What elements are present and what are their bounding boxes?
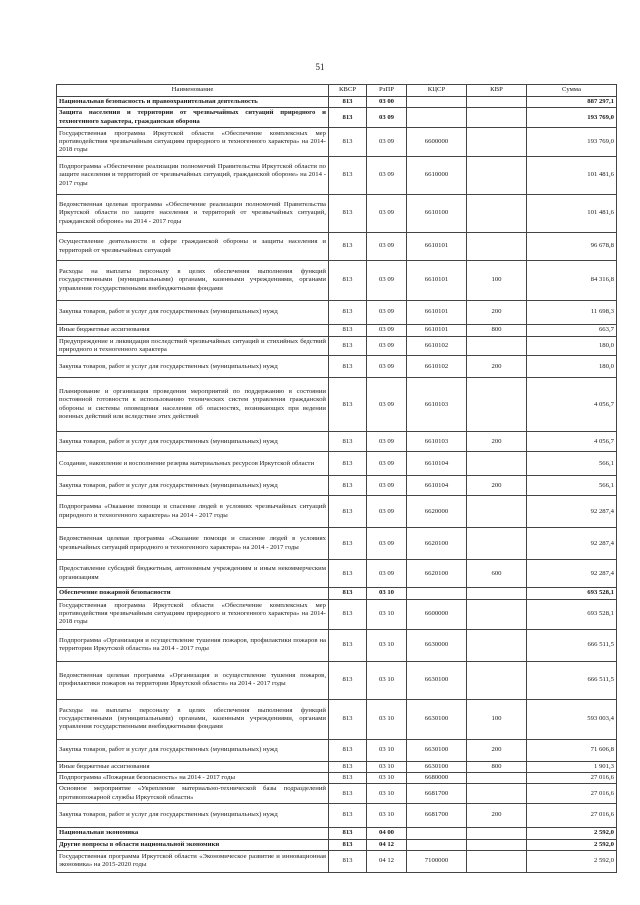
cell-name: Иные бюджетные ассигнования: [57, 325, 329, 336]
cell-kvr: [467, 839, 527, 850]
cell-kvr: [467, 528, 527, 560]
cell-sum: 2 592,0: [527, 850, 617, 872]
table-row: [57, 452, 617, 476]
cell-kvsr: 813: [329, 325, 367, 336]
page-number: 51: [315, 62, 325, 72]
cell-sum: 101 481,6: [527, 195, 617, 233]
cell-kcsr: 6610104: [407, 476, 467, 496]
cell-sum: 27 016,6: [527, 773, 617, 784]
cell-kcsr: [407, 828, 467, 839]
cell-rzpr: 03 09: [367, 336, 407, 356]
header-sum: Сумма: [527, 85, 617, 97]
cell-kcsr: 6620100: [407, 560, 467, 588]
cell-rzpr: 03 09: [367, 432, 407, 452]
cell-rzpr: 03 09: [367, 108, 407, 128]
cell-sum: 566,1: [527, 476, 617, 496]
cell-rzpr: 03 10: [367, 699, 407, 739]
cell-rzpr: 04 12: [367, 850, 407, 872]
cell-kcsr: 6600000: [407, 599, 467, 629]
cell-sum: 27 016,6: [527, 784, 617, 804]
cell-kcsr: 6610102: [407, 336, 467, 356]
cell-name: Иные бюджетные ассигнования: [57, 761, 329, 772]
cell-sum: 84 316,8: [527, 261, 617, 301]
table-row: [57, 699, 617, 739]
cell-sum: 2 592,0: [527, 839, 617, 850]
cell-rzpr: 03 09: [367, 301, 407, 325]
header-name: Наименование: [57, 85, 329, 97]
cell-kvr: [467, 452, 527, 476]
cell-sum: 2 592,0: [527, 828, 617, 839]
cell-rzpr: 03 00: [367, 97, 407, 108]
table-row: [57, 378, 617, 432]
header-rzpr: РзПР: [367, 85, 407, 97]
cell-rzpr: 03 10: [367, 661, 407, 699]
cell-kvsr: 813: [329, 661, 367, 699]
cell-name: Подпрограмма «Обеспечение реализации полномочий Правительства Иркутской области по защите населения и территорий от чрезвычайных ситуаций, гражданской обороне» на 2014 - 2017 годы: [57, 157, 329, 195]
cell-rzpr: 03 09: [367, 233, 407, 261]
cell-kcsr: 6600000: [407, 128, 467, 157]
cell-kvr: [467, 496, 527, 528]
table-row: [57, 761, 617, 772]
cell-sum: 96 678,8: [527, 233, 617, 261]
cell-kvsr: 813: [329, 356, 367, 378]
cell-sum: 92 287,4: [527, 496, 617, 528]
table-row: [57, 496, 617, 528]
cell-kvsr: 813: [329, 784, 367, 804]
cell-sum: 4 056,7: [527, 378, 617, 432]
cell-kvsr: 813: [329, 496, 367, 528]
cell-kvr: 200: [467, 476, 527, 496]
cell-name: Создание, накопление и восполнение резерва материальных ресурсов Иркутской области: [57, 452, 329, 476]
cell-kvr: [467, 157, 527, 195]
table-row: [57, 784, 617, 804]
cell-kcsr: 6610101: [407, 301, 467, 325]
table-row: [57, 661, 617, 699]
cell-name: Обеспечение пожарной безопасности: [57, 588, 329, 599]
cell-kvsr: 813: [329, 108, 367, 128]
cell-name: Национальная безопасность и правоохранительная деятельность: [57, 97, 329, 108]
cell-kvsr: 813: [329, 839, 367, 850]
cell-sum: 71 606,8: [527, 739, 617, 761]
cell-name: Расходы на выплаты персоналу в целях обеспечения выполнения функций государственными (муниципальными) органами, казенными учреждениями, органами управления государственными внебюджетными фондами: [57, 261, 329, 301]
cell-rzpr: 03 09: [367, 378, 407, 432]
cell-kvsr: 813: [329, 301, 367, 325]
table-row: [57, 560, 617, 588]
cell-rzpr: 03 09: [367, 452, 407, 476]
cell-sum: 693 528,1: [527, 599, 617, 629]
cell-name: Основное мероприятие «Укрепление материально-технической базы подразделений противопожарной службы Иркутской области»: [57, 784, 329, 804]
header-kvsr: КВСР: [329, 85, 367, 97]
cell-kcsr: 6630100: [407, 699, 467, 739]
table-row: [57, 432, 617, 452]
cell-name: Государственная программа Иркутской области «Обеспечение комплексных мер противодействия чрезвычайным ситуациям природного и техногенного характера» на 2014-2018 годы: [57, 599, 329, 629]
cell-kvsr: 813: [329, 378, 367, 432]
cell-name: Подпрограмма «Пожарная безопасность» на 2014 - 2017 годы: [57, 773, 329, 784]
cell-name: Расходы на выплаты персоналу в целях обеспечения выполнения функций государственными (муниципальными) органами, казенными учреждениями, органами управления государственными внебюджетными фондами: [57, 699, 329, 739]
header-kvr: КВР: [467, 85, 527, 97]
cell-kvr: 800: [467, 325, 527, 336]
cell-name: Подпрограмма «Организация и осуществление тушения пожаров, профилактики пожаров на территории Иркутской области» на 2014 - 2017 годы: [57, 629, 329, 661]
cell-kvr: [467, 336, 527, 356]
cell-rzpr: 04 00: [367, 828, 407, 839]
cell-kcsr: 6610103: [407, 432, 467, 452]
cell-kvr: 200: [467, 432, 527, 452]
cell-name: Ведомственная целевая программа «Оказание помощи и спасение людей в условиях чрезвычайных ситуаций природного и техногенного характера» на 2014 - 2017 годы: [57, 528, 329, 560]
table-row: [57, 261, 617, 301]
table-row: [57, 356, 617, 378]
cell-kcsr: 6680000: [407, 773, 467, 784]
cell-kcsr: 6610104: [407, 452, 467, 476]
cell-rzpr: 03 10: [367, 804, 407, 828]
cell-name: Закупка товаров, работ и услуг для государственных (муниципальных) нужд: [57, 476, 329, 496]
cell-rzpr: 03 09: [367, 157, 407, 195]
cell-kcsr: 7100000: [407, 850, 467, 872]
cell-name: Планирование и организация проведения мероприятий по поддержанию в состоянии постоянной готовности к использованию технических систем управления гражданской обороны и системы оповещения населения об опасностях, возникающих при ведении военных действий или вследствие этих действий: [57, 378, 329, 432]
cell-sum: 4 056,7: [527, 432, 617, 452]
cell-name: Другие вопросы в области национальной экономики: [57, 839, 329, 850]
table-row: [57, 157, 617, 195]
cell-name: Защита населения и территории от чрезвычайных ситуаций природного и техногенного характера, гражданская оборона: [57, 108, 329, 128]
cell-rzpr: 03 09: [367, 356, 407, 378]
cell-kcsr: [407, 588, 467, 599]
table-row: [57, 128, 617, 157]
cell-kcsr: 6610100: [407, 195, 467, 233]
cell-sum: 666 511,5: [527, 629, 617, 661]
cell-kvsr: 813: [329, 97, 367, 108]
cell-sum: 193 769,0: [527, 128, 617, 157]
table-row: [57, 804, 617, 828]
cell-kvsr: 813: [329, 452, 367, 476]
cell-sum: 27 016,6: [527, 804, 617, 828]
cell-kvsr: 813: [329, 336, 367, 356]
cell-kvr: 100: [467, 261, 527, 301]
cell-rzpr: 03 09: [367, 128, 407, 157]
cell-name: Предупреждение и ликвидация последствий чрезвычайных ситуаций и стихийных бедствий природного и техногенного характера: [57, 336, 329, 356]
cell-kvr: [467, 128, 527, 157]
cell-kcsr: [407, 839, 467, 850]
table-row: [57, 839, 617, 850]
cell-rzpr: 03 09: [367, 560, 407, 588]
cell-name: Закупка товаров, работ и услуг для государственных (муниципальных) нужд: [57, 432, 329, 452]
cell-kvsr: 813: [329, 128, 367, 157]
cell-name: Закупка товаров, работ и услуг для государственных (муниципальных) нужд: [57, 301, 329, 325]
cell-rzpr: 03 10: [367, 761, 407, 772]
cell-kvr: 200: [467, 804, 527, 828]
table-row: [57, 476, 617, 496]
cell-kcsr: 6610102: [407, 356, 467, 378]
cell-kcsr: 6630000: [407, 629, 467, 661]
cell-name: Государственная программа Иркутской области «Обеспечение комплексных мер противодействия чрезвычайным ситуациям природного и техногенного характера» на 2014-2018 годы: [57, 128, 329, 157]
cell-kcsr: 6610101: [407, 233, 467, 261]
cell-kvr: 200: [467, 356, 527, 378]
cell-kcsr: 6630100: [407, 661, 467, 699]
cell-kvr: [467, 378, 527, 432]
cell-kvsr: 813: [329, 761, 367, 772]
cell-name: Закупка товаров, работ и услуг для государственных (муниципальных) нужд: [57, 804, 329, 828]
cell-kcsr: 6630100: [407, 761, 467, 772]
cell-kvsr: 813: [329, 804, 367, 828]
cell-kvsr: 813: [329, 560, 367, 588]
cell-sum: 180,0: [527, 356, 617, 378]
cell-kcsr: 6620000: [407, 496, 467, 528]
cell-rzpr: 03 09: [367, 325, 407, 336]
cell-rzpr: 03 09: [367, 496, 407, 528]
cell-sum: 92 287,4: [527, 560, 617, 588]
cell-kvr: [467, 850, 527, 872]
cell-name: Закупка товаров, работ и услуг для государственных (муниципальных) нужд: [57, 356, 329, 378]
cell-kcsr: 6630100: [407, 739, 467, 761]
table-body: [57, 97, 617, 873]
cell-sum: 693 528,1: [527, 588, 617, 599]
cell-kvr: 100: [467, 699, 527, 739]
cell-kvr: [467, 97, 527, 108]
cell-sum: 193 769,0: [527, 108, 617, 128]
cell-kvr: 200: [467, 301, 527, 325]
budget-table: [56, 84, 617, 873]
cell-kvr: 600: [467, 560, 527, 588]
cell-kvsr: 813: [329, 588, 367, 599]
cell-kvr: [467, 108, 527, 128]
cell-kvsr: 813: [329, 233, 367, 261]
table-row: [57, 325, 617, 336]
cell-kvr: [467, 784, 527, 804]
cell-kvsr: 813: [329, 432, 367, 452]
cell-name: Ведомственная целевая программа «Организация и осуществление тушения пожаров, профилактики пожаров на территории Иркутской области» на 2014 - 2017 годы: [57, 661, 329, 699]
cell-rzpr: 03 10: [367, 739, 407, 761]
cell-kvsr: 813: [329, 739, 367, 761]
cell-kvr: [467, 599, 527, 629]
cell-sum: 101 481,6: [527, 157, 617, 195]
cell-kvr: [467, 661, 527, 699]
cell-kvsr: 813: [329, 699, 367, 739]
cell-kcsr: [407, 108, 467, 128]
cell-kcsr: 6620100: [407, 528, 467, 560]
cell-rzpr: 04 12: [367, 839, 407, 850]
cell-name: Ведомственная целевая программа «Обеспечение реализации полномочий Правительства Иркутской области по защите населения и территорий от чрезвычайных ситуаций, гражданской обороне» на 2014 - 2017 годы: [57, 195, 329, 233]
cell-rzpr: 03 10: [367, 784, 407, 804]
cell-kcsr: 6610101: [407, 325, 467, 336]
cell-sum: 887 297,1: [527, 97, 617, 108]
cell-sum: 663,7: [527, 325, 617, 336]
table-row: [57, 108, 617, 128]
table-row: [57, 97, 617, 108]
cell-rzpr: 03 10: [367, 629, 407, 661]
cell-kcsr: 6610103: [407, 378, 467, 432]
cell-sum: 11 698,3: [527, 301, 617, 325]
cell-kvsr: 813: [329, 599, 367, 629]
cell-kvr: [467, 588, 527, 599]
cell-rzpr: 03 09: [367, 476, 407, 496]
cell-rzpr: 03 09: [367, 195, 407, 233]
cell-kvr: [467, 629, 527, 661]
cell-kvsr: 813: [329, 629, 367, 661]
cell-kcsr: 6681700: [407, 804, 467, 828]
cell-sum: 593 003,4: [527, 699, 617, 739]
cell-sum: 1 901,3: [527, 761, 617, 772]
cell-sum: 666 511,5: [527, 661, 617, 699]
table-row: [57, 773, 617, 784]
cell-kcsr: 6681700: [407, 784, 467, 804]
cell-rzpr: 03 09: [367, 261, 407, 301]
cell-sum: 566,1: [527, 452, 617, 476]
table-row: [57, 599, 617, 629]
cell-kvr: [467, 828, 527, 839]
cell-rzpr: 03 10: [367, 599, 407, 629]
cell-name: Осуществление деятельности в сфере гражданской обороны и защиты населения и территорий от чрезвычайных ситуаций: [57, 233, 329, 261]
cell-rzpr: 03 10: [367, 588, 407, 599]
cell-kvsr: 813: [329, 828, 367, 839]
table-row: [57, 739, 617, 761]
table-row: [57, 828, 617, 839]
cell-name: Закупка товаров, работ и услуг для государственных (муниципальных) нужд: [57, 739, 329, 761]
cell-kvsr: 813: [329, 261, 367, 301]
cell-kvr: [467, 233, 527, 261]
cell-rzpr: 03 10: [367, 773, 407, 784]
table-row: [57, 233, 617, 261]
table-row: [57, 588, 617, 599]
table-row: [57, 301, 617, 325]
cell-name: Государственная программа Иркутской области «Экономическое развитие и инновационная экономика» на 2015-2020 годы: [57, 850, 329, 872]
cell-sum: 180,0: [527, 336, 617, 356]
cell-kvsr: 813: [329, 850, 367, 872]
cell-kvsr: 813: [329, 476, 367, 496]
table-row: [57, 195, 617, 233]
cell-kcsr: 6610000: [407, 157, 467, 195]
cell-kcsr: [407, 97, 467, 108]
cell-kvsr: 813: [329, 157, 367, 195]
cell-kvsr: 813: [329, 773, 367, 784]
table-row: [57, 629, 617, 661]
cell-kvr: 800: [467, 761, 527, 772]
cell-name: Подпрограмма «Оказание помощи и спасение людей в условиях чрезвычайных ситуаций природного и техногенного характера» на 2014 - 2017 годы: [57, 496, 329, 528]
cell-kvsr: 813: [329, 528, 367, 560]
cell-kvr: [467, 195, 527, 233]
table-row: [57, 336, 617, 356]
table-row: [57, 850, 617, 872]
cell-kvsr: 813: [329, 195, 367, 233]
table-row: [57, 528, 617, 560]
cell-kvr: 200: [467, 739, 527, 761]
cell-name: Предоставление субсидий бюджетным, автономным учреждениям и иным некоммерческим организациям: [57, 560, 329, 588]
cell-sum: 92 287,4: [527, 528, 617, 560]
header-kcsr: КЦСР: [407, 85, 467, 97]
cell-kcsr: 6610101: [407, 261, 467, 301]
cell-rzpr: 03 09: [367, 528, 407, 560]
cell-kvr: [467, 773, 527, 784]
table-header-row: [57, 85, 617, 97]
cell-name: Национальная экономика: [57, 828, 329, 839]
